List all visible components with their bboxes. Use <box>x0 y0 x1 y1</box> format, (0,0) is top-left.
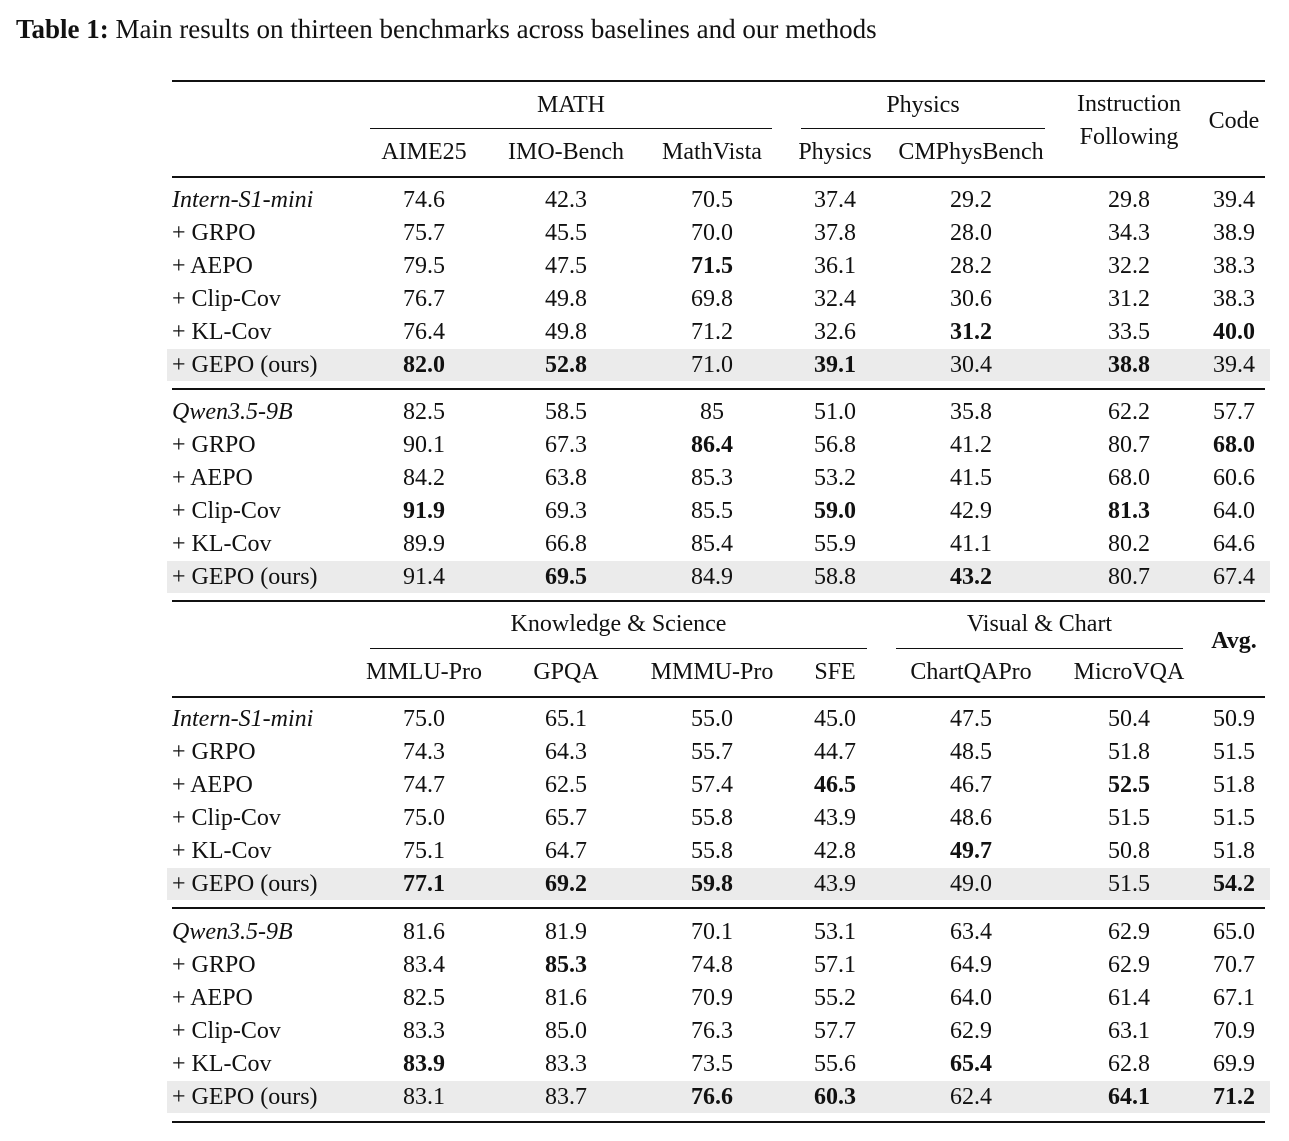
part2-table-cell: 62.5 <box>545 772 587 798</box>
part1-table-cell: 37.8 <box>814 220 856 246</box>
part1-row-label: + GRPO <box>172 432 256 458</box>
part1-column-header: Physics <box>798 139 872 165</box>
part2-table-cell: 65.7 <box>545 805 587 831</box>
part2-table-cell: 43.9 <box>814 805 856 831</box>
part2-table-cell: 83.1 <box>403 1084 445 1110</box>
part1-table-cell: 67.4 <box>1213 564 1255 590</box>
part1-table-cell: 52.8 <box>545 352 587 378</box>
part1-table-cell: 33.5 <box>1108 319 1150 345</box>
part1-table-cell: 42.9 <box>950 498 992 524</box>
part2-table-cell: 48.6 <box>950 805 992 831</box>
part1-table-cell: 55.9 <box>814 531 856 557</box>
part2-table-cell: 65.1 <box>545 706 587 732</box>
part1-table-cell: 85.4 <box>691 531 733 557</box>
part2-table-cell: 49.0 <box>950 871 992 897</box>
part1-row-label: + AEPO <box>172 465 253 491</box>
part1-table-cell: 58.5 <box>545 399 587 425</box>
part2-table-cell: 55.6 <box>814 1051 856 1077</box>
part2-table-cell: 74.8 <box>691 952 733 978</box>
part1-table-cell: 28.0 <box>950 220 992 246</box>
part2-row-label: + GRPO <box>172 952 256 978</box>
part2-table-cell: 62.8 <box>1108 1051 1150 1077</box>
part1-header-rule <box>172 176 1265 178</box>
part1-table-cell: 45.5 <box>545 220 587 246</box>
part2-table-cell: 55.0 <box>691 706 733 732</box>
part2-column-header: MicroVQA <box>1073 659 1185 685</box>
part2-table-cell: 50.8 <box>1108 838 1150 864</box>
part1-column-header: CMPhysBench <box>898 139 1044 165</box>
part2-table-cell: 70.9 <box>1213 1018 1255 1044</box>
part2-table-cell: 51.8 <box>1213 838 1255 864</box>
part2-table-cell: 65.0 <box>1213 919 1255 945</box>
part1-column-header <box>1077 88 1181 154</box>
part1-table-cell: 63.8 <box>545 465 587 491</box>
part1-table-cell: 64.0 <box>1213 498 1255 524</box>
part2-table-cell: 77.1 <box>403 871 445 897</box>
part2-table-cell: 51.5 <box>1213 805 1255 831</box>
part1-table-cell: 91.4 <box>403 564 445 590</box>
part1-table-cell: 31.2 <box>1108 286 1150 312</box>
part2-table-cell: 83.9 <box>403 1051 445 1077</box>
part1-table-cell: 58.8 <box>814 564 856 590</box>
part2-table-cell: 51.8 <box>1213 772 1255 798</box>
part2-table-cell: 74.7 <box>403 772 445 798</box>
part1-table-cell: 43.2 <box>950 564 992 590</box>
part2-block-rule <box>172 1121 1265 1123</box>
part1-table-cell: 86.4 <box>691 432 733 458</box>
part2-column-header: ChartQAPro <box>910 659 1032 685</box>
part1-table-cell: 29.8 <box>1108 187 1150 213</box>
part2-table-cell: 44.7 <box>814 739 856 765</box>
part1-row-label: + KL-Cov <box>172 531 272 557</box>
part2-table-cell: 83.3 <box>545 1051 587 1077</box>
part2-column-header: MMMU-Pro <box>650 659 774 685</box>
part2-row-label: + KL-Cov <box>172 838 272 864</box>
part2-table-cell: 62.9 <box>1108 919 1150 945</box>
part1-table-cell: 89.9 <box>403 531 445 557</box>
part1-row-label: Qwen3.5-9B <box>172 399 293 425</box>
part1-table-cell: 49.8 <box>545 319 587 345</box>
part2-table-cell: 70.9 <box>691 985 733 1011</box>
part1-table-cell: 85 <box>700 399 724 425</box>
part1-table-cell: 38.3 <box>1213 286 1255 312</box>
part1-table-cell: 34.3 <box>1108 220 1150 246</box>
part2-table-cell: 74.3 <box>403 739 445 765</box>
part1-table-cell: 51.0 <box>814 399 856 425</box>
part2-table-cell: 51.8 <box>1108 739 1150 765</box>
part1-table-cell: 67.3 <box>545 432 587 458</box>
part1-table-cell: 41.5 <box>950 465 992 491</box>
part1-table-cell: 32.2 <box>1108 253 1150 279</box>
part1-table-cell: 30.4 <box>950 352 992 378</box>
part2-table-cell: 57.1 <box>814 952 856 978</box>
part2-table-cell: 52.5 <box>1108 772 1150 798</box>
part2-row-label: + KL-Cov <box>172 1051 272 1077</box>
part2-table-cell: 76.3 <box>691 1018 733 1044</box>
part1-table-cell: 84.2 <box>403 465 445 491</box>
part2-table-cell: 64.0 <box>950 985 992 1011</box>
part1-table-cell: 79.5 <box>403 253 445 279</box>
part2-table-cell: 64.9 <box>950 952 992 978</box>
part1-table-cell: 69.3 <box>545 498 587 524</box>
part1-row-label: + Clip-Cov <box>172 286 281 312</box>
part2-column-header: SFE <box>814 659 856 685</box>
part2-table-cell: 60.3 <box>814 1084 856 1110</box>
part2-column-header: Avg. <box>1211 628 1257 654</box>
part2-table-cell: 64.3 <box>545 739 587 765</box>
part1-row-label: + GEPO (ours) <box>172 564 318 590</box>
part2-column-header: GPQA <box>533 659 599 685</box>
part1-column-header: Code <box>1208 108 1260 134</box>
part2-table-cell: 76.6 <box>691 1084 733 1110</box>
part2-row-label: + GEPO (ours) <box>172 1084 318 1110</box>
part2-table-cell: 61.4 <box>1108 985 1150 1011</box>
part1-row-label: Intern-S1-mini <box>172 187 314 213</box>
part1-row-label: + AEPO <box>172 253 253 279</box>
part1-row-label: + GEPO (ours) <box>172 352 318 378</box>
part1-table-cell: 64.6 <box>1213 531 1255 557</box>
part2-table-cell: 85.3 <box>545 952 587 978</box>
part2-table-cell: 49.7 <box>950 838 992 864</box>
part1-table-cell: 53.2 <box>814 465 856 491</box>
part1-table-cell: 80.2 <box>1108 531 1150 557</box>
part1-table-cell: 41.1 <box>950 531 992 557</box>
part1-column-header: AIME25 <box>381 139 467 165</box>
part2-table-cell: 64.7 <box>545 838 587 864</box>
part2-row-label: + AEPO <box>172 985 253 1011</box>
part1-table-cell: 59.0 <box>814 498 856 524</box>
part2-table-cell: 70.7 <box>1213 952 1255 978</box>
part1-column-header: IMO-Bench <box>508 139 624 165</box>
part1-table-cell: 76.7 <box>403 286 445 312</box>
part1-top-rule <box>172 80 1265 82</box>
part2-row-label: + AEPO <box>172 772 253 798</box>
part2-table-cell: 57.7 <box>814 1018 856 1044</box>
part1-table-cell: 32.6 <box>814 319 856 345</box>
header-line: Instruction <box>1077 91 1181 117</box>
part2-table-cell: 75.1 <box>403 838 445 864</box>
part2-table-cell: 51.5 <box>1108 871 1150 897</box>
part1-group-underline <box>370 128 772 129</box>
part1-table-cell: 80.7 <box>1108 564 1150 590</box>
part1-table-cell: 84.9 <box>691 564 733 590</box>
part2-header-rule <box>172 696 1265 698</box>
part2-table-cell: 70.1 <box>691 919 733 945</box>
part1-table-cell: 38.3 <box>1213 253 1255 279</box>
part2-table-cell: 46.5 <box>814 772 856 798</box>
part2-table-cell: 53.1 <box>814 919 856 945</box>
part2-table-cell: 47.5 <box>950 706 992 732</box>
part1-group-header: Physics <box>886 92 960 118</box>
part2-table-cell: 73.5 <box>691 1051 733 1077</box>
part2-group-header: Knowledge & Science <box>510 611 727 637</box>
part1-group-underline <box>801 128 1045 129</box>
part1-table-cell: 75.7 <box>403 220 445 246</box>
part2-column-header: MMLU-Pro <box>365 659 483 685</box>
part1-table-cell: 85.3 <box>691 465 733 491</box>
part1-table-cell: 91.9 <box>403 498 445 524</box>
part2-table-cell: 62.9 <box>950 1018 992 1044</box>
part1-table-cell: 71.5 <box>691 253 733 279</box>
part2-table-cell: 69.2 <box>545 871 587 897</box>
part2-table-cell: 51.5 <box>1108 805 1150 831</box>
part1-table-cell: 39.4 <box>1213 352 1255 378</box>
part1-table-cell: 81.3 <box>1108 498 1150 524</box>
part2-table-cell: 63.4 <box>950 919 992 945</box>
part2-table-cell: 51.5 <box>1213 739 1255 765</box>
part1-row-label: + Clip-Cov <box>172 498 281 524</box>
part2-table-cell: 55.8 <box>691 805 733 831</box>
part2-table-cell: 75.0 <box>403 706 445 732</box>
part1-row-label: + GRPO <box>172 220 256 246</box>
part1-table-cell: 28.2 <box>950 253 992 279</box>
part2-table-cell: 83.7 <box>545 1084 587 1110</box>
part1-table-cell: 62.2 <box>1108 399 1150 425</box>
part2-table-cell: 83.3 <box>403 1018 445 1044</box>
part1-table-cell: 39.4 <box>1213 187 1255 213</box>
part2-table-cell: 65.4 <box>950 1051 992 1077</box>
part2-row-label: + Clip-Cov <box>172 1018 281 1044</box>
part2-table-cell: 82.5 <box>403 985 445 1011</box>
part1-table-cell: 69.8 <box>691 286 733 312</box>
part2-table-cell: 55.2 <box>814 985 856 1011</box>
part1-table-cell: 57.7 <box>1213 399 1255 425</box>
part2-table-cell: 71.2 <box>1213 1084 1255 1110</box>
part1-table-cell: 71.0 <box>691 352 733 378</box>
part1-table-cell: 71.2 <box>691 319 733 345</box>
part2-top-rule <box>172 600 1265 602</box>
caption-text: Main results on thirteen benchmarks across baselines and our methods <box>115 14 877 44</box>
part1-group-header: MATH <box>536 92 606 118</box>
part1-table-cell: 66.8 <box>545 531 587 557</box>
part2-table-cell: 81.6 <box>545 985 587 1011</box>
part1-table-cell: 76.4 <box>403 319 445 345</box>
part1-table-cell: 36.1 <box>814 253 856 279</box>
part2-table-cell: 64.1 <box>1108 1084 1150 1110</box>
part1-table-cell: 47.5 <box>545 253 587 279</box>
part2-table-cell: 54.2 <box>1213 871 1255 897</box>
part1-table-cell: 39.1 <box>814 352 856 378</box>
part2-table-cell: 46.7 <box>950 772 992 798</box>
part1-column-header: MathVista <box>662 139 762 165</box>
part2-table-cell: 55.8 <box>691 838 733 864</box>
part2-row-label: + GRPO <box>172 739 256 765</box>
part1-table-cell: 49.8 <box>545 286 587 312</box>
part1-row-label: + KL-Cov <box>172 319 272 345</box>
part2-table-cell: 45.0 <box>814 706 856 732</box>
part1-table-cell: 30.6 <box>950 286 992 312</box>
part1-table-cell: 42.3 <box>545 187 587 213</box>
part2-block-rule <box>172 907 1265 909</box>
part1-table-cell: 60.6 <box>1213 465 1255 491</box>
part1-table-cell: 29.2 <box>950 187 992 213</box>
part2-table-cell: 67.1 <box>1213 985 1255 1011</box>
part1-table-cell: 40.0 <box>1213 319 1255 345</box>
part1-table-cell: 38.8 <box>1108 352 1150 378</box>
part1-table-cell: 85.5 <box>691 498 733 524</box>
part1-table-cell: 70.0 <box>691 220 733 246</box>
caption-label: Table 1: <box>16 14 109 44</box>
part2-table-cell: 59.8 <box>691 871 733 897</box>
part1-table-cell: 74.6 <box>403 187 445 213</box>
part1-table-cell: 68.0 <box>1213 432 1255 458</box>
part1-table-cell: 38.9 <box>1213 220 1255 246</box>
part2-table-cell: 85.0 <box>545 1018 587 1044</box>
part2-table-cell: 63.1 <box>1108 1018 1150 1044</box>
part1-table-cell: 80.7 <box>1108 432 1150 458</box>
part2-group-underline <box>896 648 1183 649</box>
part2-table-cell: 42.8 <box>814 838 856 864</box>
part1-table-cell: 35.8 <box>950 399 992 425</box>
part1-table-cell: 82.0 <box>403 352 445 378</box>
part1-table-cell: 70.5 <box>691 187 733 213</box>
part2-table-cell: 43.9 <box>814 871 856 897</box>
part2-table-cell: 62.9 <box>1108 952 1150 978</box>
part2-table-cell: 57.4 <box>691 772 733 798</box>
part1-table-cell: 31.2 <box>950 319 992 345</box>
part2-table-cell: 50.9 <box>1213 706 1255 732</box>
part1-table-cell: 90.1 <box>403 432 445 458</box>
part2-table-cell: 55.7 <box>691 739 733 765</box>
part2-row-label: + Clip-Cov <box>172 805 281 831</box>
part1-table-cell: 68.0 <box>1108 465 1150 491</box>
part1-block-rule <box>172 388 1265 390</box>
part2-group-header: Visual & Chart <box>966 611 1113 637</box>
part2-group-underline <box>370 648 867 649</box>
part1-table-cell: 41.2 <box>950 432 992 458</box>
header-line: Following <box>1079 124 1179 150</box>
part2-table-cell: 48.5 <box>950 739 992 765</box>
part2-table-cell: 81.6 <box>403 919 445 945</box>
part2-table-cell: 75.0 <box>403 805 445 831</box>
part2-table-cell: 69.9 <box>1213 1051 1255 1077</box>
part2-table-cell: 83.4 <box>403 952 445 978</box>
part1-table-cell: 56.8 <box>814 432 856 458</box>
part2-row-label: Intern-S1-mini <box>172 706 314 732</box>
part1-table-cell: 37.4 <box>814 187 856 213</box>
part2-row-label: Qwen3.5-9B <box>172 919 293 945</box>
part2-table-cell: 50.4 <box>1108 706 1150 732</box>
part1-table-cell: 69.5 <box>545 564 587 590</box>
part1-table-cell: 32.4 <box>814 286 856 312</box>
part2-table-cell: 81.9 <box>545 919 587 945</box>
part2-table-cell: 62.4 <box>950 1084 992 1110</box>
part2-row-label: + GEPO (ours) <box>172 871 318 897</box>
part1-table-cell: 82.5 <box>403 399 445 425</box>
